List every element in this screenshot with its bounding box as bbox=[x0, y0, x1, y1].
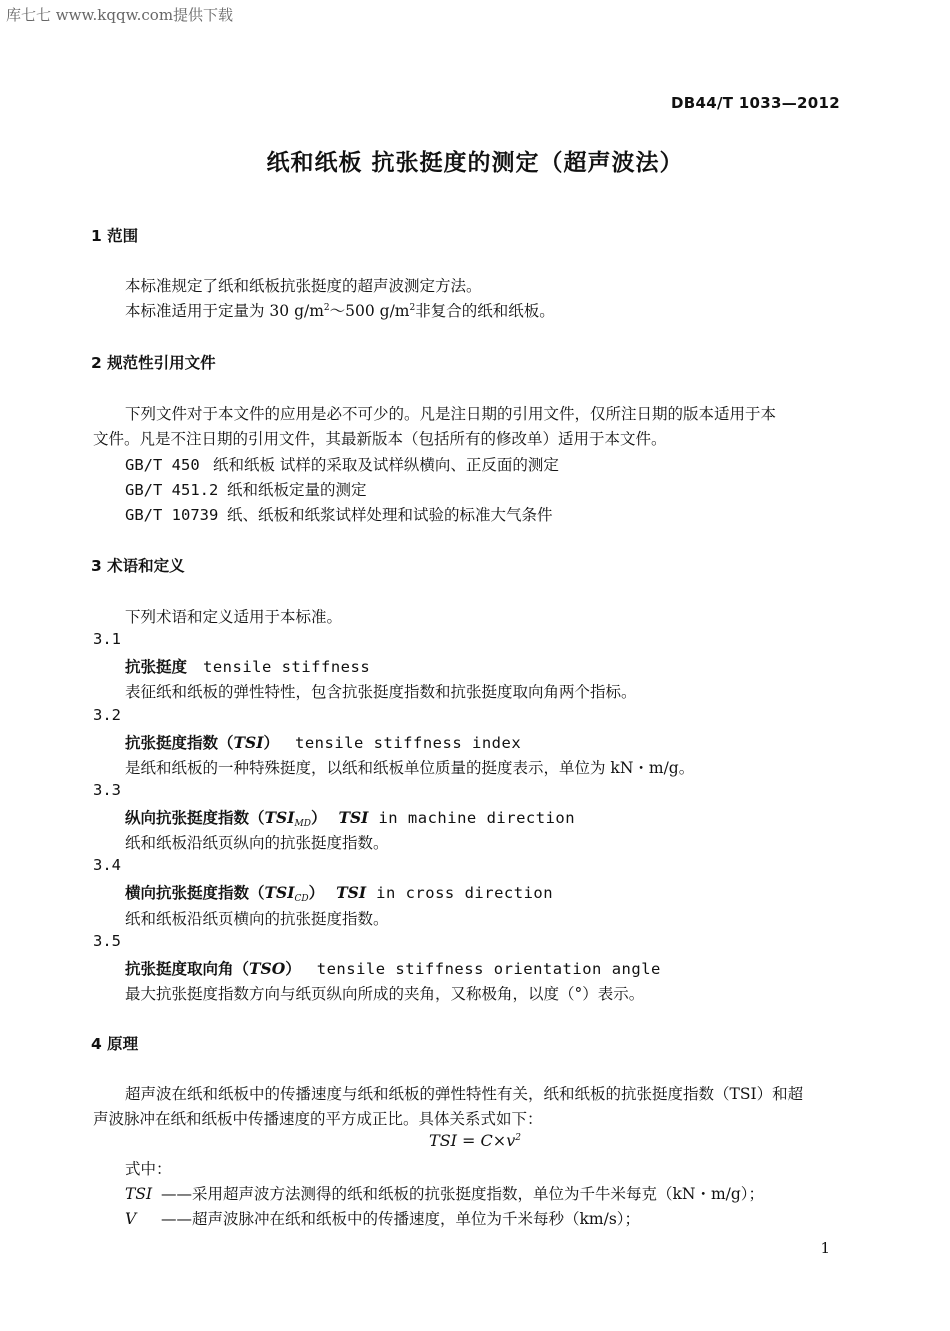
term-number: 3.4 bbox=[93, 856, 121, 874]
term-title: 抗张挺度取向角（TSO） tensile stiffness orientation angle bbox=[125, 959, 661, 978]
section-1-paragraph-2: 本标准适用于定量为 30 $g/m^2\sim 500$ $g/m^2$非复合的纸和纸板。 bbox=[125, 302, 555, 320]
term-definition: 纸和纸板沿纸页横向的抗张挺度指数。 bbox=[125, 910, 389, 928]
page-title: 纸和纸板 抗张挺度的测定（超声波法） bbox=[266, 150, 684, 176]
section-4-heading: 4 原理 bbox=[91, 1035, 139, 1053]
variable-definition: V ——超声波脉冲在纸和纸板中的传播速度，单位为千米每秒（km/s）； bbox=[125, 1210, 641, 1228]
term-title: 抗张挺度 tensile stiffness bbox=[125, 658, 371, 676]
term-number: 3.2 bbox=[93, 706, 121, 724]
term-number: 3.3 bbox=[93, 781, 121, 799]
section-4-line-1: 超声波在纸和纸板中的传播速度与纸和纸板的弹性特性有关，纸和纸板的抗张挺度指数（TSI）和超 bbox=[125, 1085, 804, 1103]
term-title: 抗张挺度指数（TSI） tensile stiffness index bbox=[125, 733, 522, 752]
watermark-text: 库七七 www.kqqw.com提供下载 bbox=[6, 6, 234, 24]
term-number: 3.5 bbox=[93, 932, 121, 950]
section-3-heading: 3 术语和定义 bbox=[91, 557, 185, 575]
term-title: 纵向抗张挺度指数$(TSI_{MD})$ TSI in machine direction bbox=[125, 808, 576, 829]
section-4-line-2: 声波脉冲在纸和纸板中传播速度的平方成正比。具体关系式如下： bbox=[93, 1110, 543, 1128]
reference-item: GB/T 10739 纸、纸板和纸浆试样处理和试验的标准大气条件 bbox=[125, 506, 553, 524]
term-definition: 是纸和纸板的一种特殊挺度，以纸和纸板单位质量的挺度表示，单位为 kN・m/g。 bbox=[125, 759, 695, 777]
standard-number: DB44/T 1033—2012 bbox=[671, 94, 840, 112]
where-label: 式中： bbox=[125, 1160, 172, 1178]
section-2-intro-line-1: 下列文件对于本文件的应用是必不可少的。凡是注日期的引用文件，仅所注日期的版本适用于本 bbox=[125, 405, 777, 423]
reference-item: GB/T 451.2 纸和纸板定量的测定 bbox=[125, 481, 367, 499]
term-title: 横向抗张挺度指数$(TSI_{CD})$ TSI in cross direction bbox=[125, 883, 554, 904]
section-3-intro: 下列术语和定义适用于本标准。 bbox=[125, 608, 343, 626]
term-definition: 表征纸和纸板的弹性特性，包含抗张挺度指数和抗张挺度取向角两个指标。 bbox=[125, 683, 637, 701]
page-number: 1 bbox=[820, 1239, 830, 1257]
section-1-paragraph-1: 本标准规定了纸和纸板抗张挺度的超声波测定方法。 bbox=[125, 277, 482, 295]
term-number: 3.1 bbox=[93, 630, 121, 648]
formula: TSI = $C\times v^2$ bbox=[429, 1131, 521, 1150]
variable-definition: TSI ——采用超声波方法测得的纸和纸板的抗张挺度指数，单位为千牛米每克（kN・m/g）； bbox=[125, 1185, 765, 1203]
term-definition: 纸和纸板沿纸页纵向的抗张挺度指数。 bbox=[125, 834, 389, 852]
reference-item: GB/T 450 纸和纸板 试样的采取及试样纵横向、正反面的测定 bbox=[125, 456, 559, 474]
section-2-intro-line-2: 文件。凡是不注日期的引用文件，其最新版本（包括所有的修改单）适用于本文件。 bbox=[93, 430, 667, 448]
section-1-heading: 1 范围 bbox=[91, 227, 139, 245]
term-definition: 最大抗张挺度指数方向与纸页纵向所成的夹角，又称极角，以度（°）表示。 bbox=[125, 985, 645, 1003]
section-2-heading: 2 规范性引用文件 bbox=[91, 354, 216, 372]
